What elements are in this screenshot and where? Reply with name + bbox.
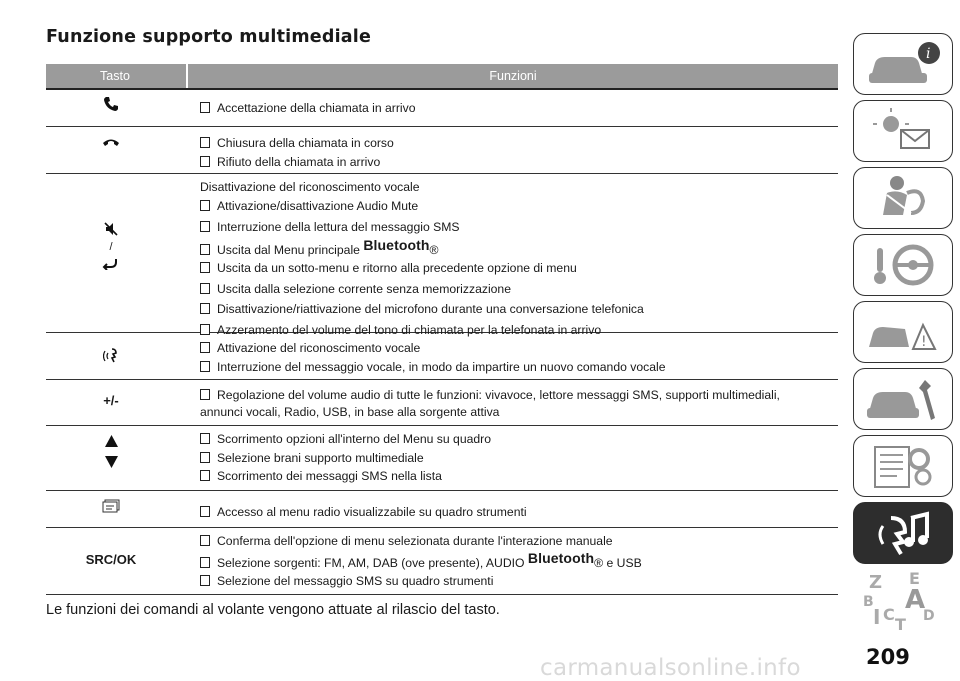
- steering-key-icon: [861, 240, 945, 290]
- table-row: [46, 528, 838, 595]
- multimedia-icon: [861, 508, 945, 558]
- radio-display-icon: [102, 499, 120, 513]
- list-item: Interruzione del messaggio vocale, in modo da impartire un nuovo comando vocale: [200, 358, 838, 377]
- tab-technical-data[interactable]: [853, 435, 953, 497]
- list-item: Interruzione della lettura del messaggio SMS: [200, 218, 838, 237]
- checkbox-bullet: [200, 470, 210, 481]
- checkbox-bullet: [200, 262, 210, 273]
- voice-command-icon: [103, 347, 119, 363]
- watermark-text: carmanualsonline.info: [540, 655, 801, 681]
- column-header-key: Tasto: [100, 69, 130, 83]
- arrow-up-icon: [105, 435, 118, 447]
- checkbox-bullet: [200, 575, 210, 586]
- tab-car-info[interactable]: [853, 33, 953, 95]
- row-intro-text: Disattivazione del riconoscimento vocale: [200, 180, 420, 194]
- list-item: Selezione del messaggio SMS su quadro strumenti: [200, 572, 838, 591]
- mute-icon: [104, 222, 118, 236]
- svg-text:!: !: [921, 334, 927, 350]
- table-row: [46, 426, 838, 491]
- checkbox-bullet: [200, 303, 210, 314]
- list-item: Disattivazione/riattivazione del microfono durante una conversazione telefonica: [200, 300, 838, 319]
- checkbox-bullet: [200, 200, 210, 211]
- page-number: 209: [866, 645, 910, 669]
- chapter-sidebar: [853, 33, 955, 636]
- list-item-continuation: annunci vocali, Radio, USB, in base alla sorgente attiva: [200, 405, 500, 419]
- footer-note: Le funzioni dei comandi al volante vengono attuate al rilascio del tasto.: [46, 602, 500, 618]
- svg-text:Z: Z: [869, 572, 883, 593]
- key-cell: [46, 90, 176, 132]
- list-item: Azzeramento del volume del tono di chiamata per la telefonata in arrivo: [200, 321, 838, 340]
- tab-emergency[interactable]: [853, 301, 953, 363]
- table-row: [46, 90, 838, 127]
- list-item: Accesso al menu radio visualizzabile su quadro strumenti: [200, 503, 838, 522]
- bluetooth-wordmark: Bluetooth: [527, 549, 595, 566]
- checkbox-bullet: [200, 506, 210, 517]
- svg-text:T: T: [895, 615, 906, 630]
- list-item: Regolazione del volume audio di tutte le funzioni: vivavoce, lettore messaggi SMS, supporti multimediali,: [200, 386, 838, 405]
- list-item: Uscita dal Menu principale Bluetooth®: [200, 240, 838, 260]
- list-item: Uscita dalla selezione corrente senza memorizzazione: [200, 280, 838, 299]
- table-row: [46, 333, 838, 380]
- list-item: Attivazione del riconoscimento vocale: [200, 339, 838, 358]
- list-item: Uscita da un sotto-menu e ritorno alla precedente opzione di menu: [200, 259, 838, 278]
- table-header: [46, 64, 838, 90]
- list-item: Scorrimento opzioni all'interno del Menu su quadro: [200, 430, 838, 449]
- svg-text:E: E: [909, 570, 920, 588]
- list-item: Selezione sorgenti: FM, AM, DAB (ove presente), AUDIO Bluetooth® e USB: [200, 553, 838, 573]
- checkbox-bullet: [200, 433, 210, 444]
- svg-text:i: i: [926, 46, 931, 62]
- checkbox-bullet: [200, 389, 210, 400]
- svg-text:D: D: [923, 608, 935, 624]
- phone-hangup-icon: [102, 137, 120, 147]
- tab-safety[interactable]: [853, 167, 953, 229]
- checkbox-bullet: [200, 361, 210, 372]
- index-az-icon: [861, 570, 945, 630]
- key-separator: /: [109, 241, 113, 253]
- list-item: Attivazione/disattivazione Audio Mute: [200, 197, 838, 216]
- arrow-down-icon: [105, 456, 118, 468]
- list-item: Selezione brani supporto multimediale: [200, 449, 838, 468]
- checkbox-bullet: [200, 221, 210, 232]
- checkbox-bullet: [200, 137, 210, 148]
- table-row: [46, 491, 838, 528]
- checkbox-bullet: [200, 244, 210, 255]
- checkbox-bullet: [200, 535, 210, 546]
- tab-multimedia[interactable]: [853, 502, 953, 564]
- bluetooth-wordmark: Bluetooth: [363, 236, 430, 253]
- accident-icon: [861, 307, 945, 357]
- page-title: Funzione supporto multimediale: [46, 27, 372, 47]
- list-item: Scorrimento dei messaggi SMS nella lista: [200, 467, 838, 486]
- airbag-safety-icon: [861, 173, 945, 223]
- phone-accept-icon: [103, 96, 119, 112]
- warning-lights-icon: [861, 106, 945, 156]
- tab-maintenance[interactable]: [853, 368, 953, 430]
- checkbox-bullet: [200, 342, 210, 353]
- table-row: [46, 174, 838, 337]
- table-row: [46, 380, 838, 426]
- tab-warning-lights[interactable]: [853, 100, 953, 162]
- checkbox-bullet: [200, 156, 210, 167]
- checkbox-bullet: [200, 102, 210, 113]
- tab-index[interactable]: [853, 569, 953, 631]
- back-arrow-icon: [102, 258, 120, 270]
- specs-icon: [861, 441, 945, 491]
- list-item: Conferma dell'opzione di menu selezionata durante l'interazione manuale: [200, 532, 838, 551]
- src-ok-key: SRC/OK: [85, 552, 137, 567]
- checkbox-bullet: [200, 283, 210, 294]
- list-item: Chiusura della chiamata in corso: [200, 134, 838, 153]
- checkbox-bullet: [200, 557, 210, 568]
- volume-plus-minus-key: +/-: [103, 393, 119, 408]
- column-header-functions: Funzioni: [186, 64, 838, 88]
- tab-starting-driving[interactable]: [853, 234, 953, 296]
- table-row: [46, 127, 838, 174]
- car-info-icon: [861, 39, 945, 89]
- checkbox-bullet: [200, 452, 210, 463]
- car-maintenance-icon: [861, 374, 945, 424]
- list-item: Accettazione della chiamata in arrivo: [200, 99, 838, 118]
- svg-text:A: A: [905, 585, 926, 615]
- svg-text:I: I: [873, 605, 881, 629]
- svg-text:B: B: [863, 594, 874, 610]
- list-item: Rifiuto della chiamata in arrivo: [200, 153, 838, 172]
- svg-text:C: C: [883, 605, 895, 624]
